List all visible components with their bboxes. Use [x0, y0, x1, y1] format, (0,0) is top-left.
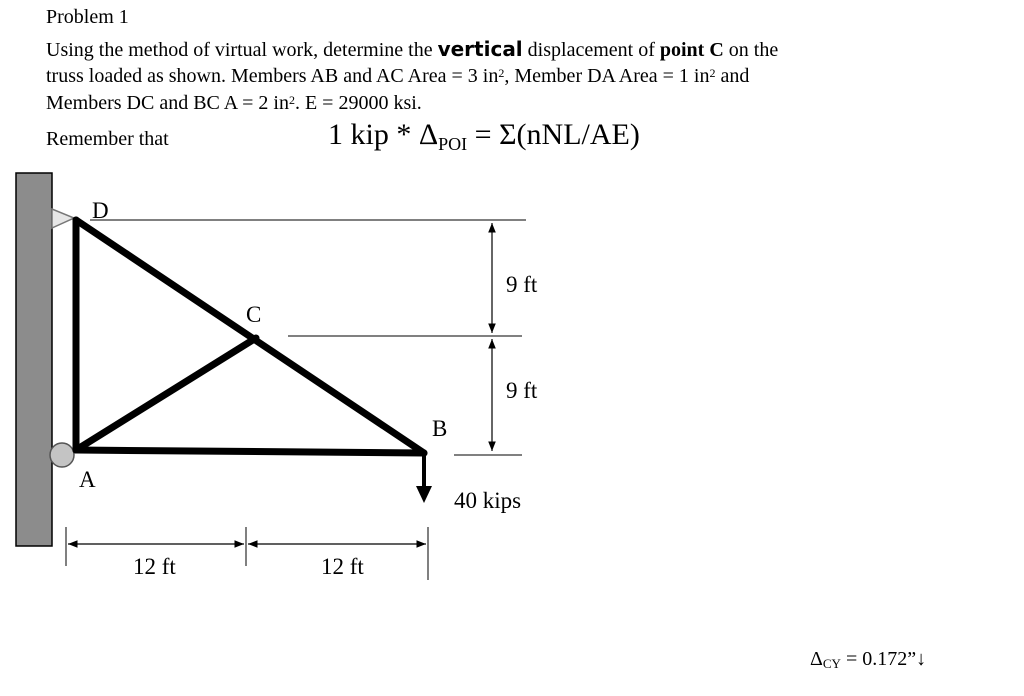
dimension-label-upper: 9 ft	[506, 272, 538, 297]
node-label-c: C	[246, 302, 262, 327]
answer-subscript: CY	[822, 656, 841, 671]
text-segment: Members DC and BC A = 2 in	[46, 92, 289, 114]
wall-support	[16, 173, 52, 546]
member-ab	[76, 450, 424, 453]
node-label-b: B	[432, 416, 448, 441]
node-label-d: D	[92, 198, 109, 223]
span-label-right: 12 ft	[321, 554, 364, 579]
dimension-label-lower: 9 ft	[506, 378, 538, 403]
roller-support-a	[50, 443, 74, 467]
superscript: 2	[498, 66, 505, 80]
answer-value: = 0.172”↓	[840, 648, 927, 670]
text-segment: on the	[723, 39, 779, 61]
load-label: 40 kips	[454, 488, 522, 513]
span-label-left: 12 ft	[133, 554, 176, 579]
text-segment: , Member DA Area = 1 in	[504, 65, 710, 87]
node-label-a: A	[79, 467, 96, 492]
text-segment: . E = 29000 ksi.	[294, 92, 422, 114]
answer-delta: Δ	[810, 648, 823, 670]
load-arrow-head	[416, 486, 432, 503]
remember-label: Remember that	[46, 128, 169, 150]
text-segment: truss loaded as shown. Members AB and AC Area = 3 in	[46, 65, 499, 87]
text-segment: displacement of	[522, 39, 660, 61]
emphasis-point-c: point C	[659, 39, 724, 61]
text-segment: Using the method of virtual work, determine the	[46, 39, 438, 61]
answer-displacement	[810, 648, 926, 671]
superscript: 2	[288, 93, 295, 107]
emphasis-vertical: vertical	[437, 37, 523, 61]
superscript: 2	[709, 66, 716, 80]
text-segment: and	[715, 65, 750, 87]
formula-subscript: POI	[438, 134, 468, 154]
problem-title: Problem 1	[46, 6, 129, 28]
formula-rhs: = Σ(nNL/AE)	[467, 118, 640, 151]
formula-lhs: 1 kip * Δ	[328, 118, 439, 151]
member-ac	[76, 338, 256, 450]
pin-support-d	[52, 209, 74, 228]
